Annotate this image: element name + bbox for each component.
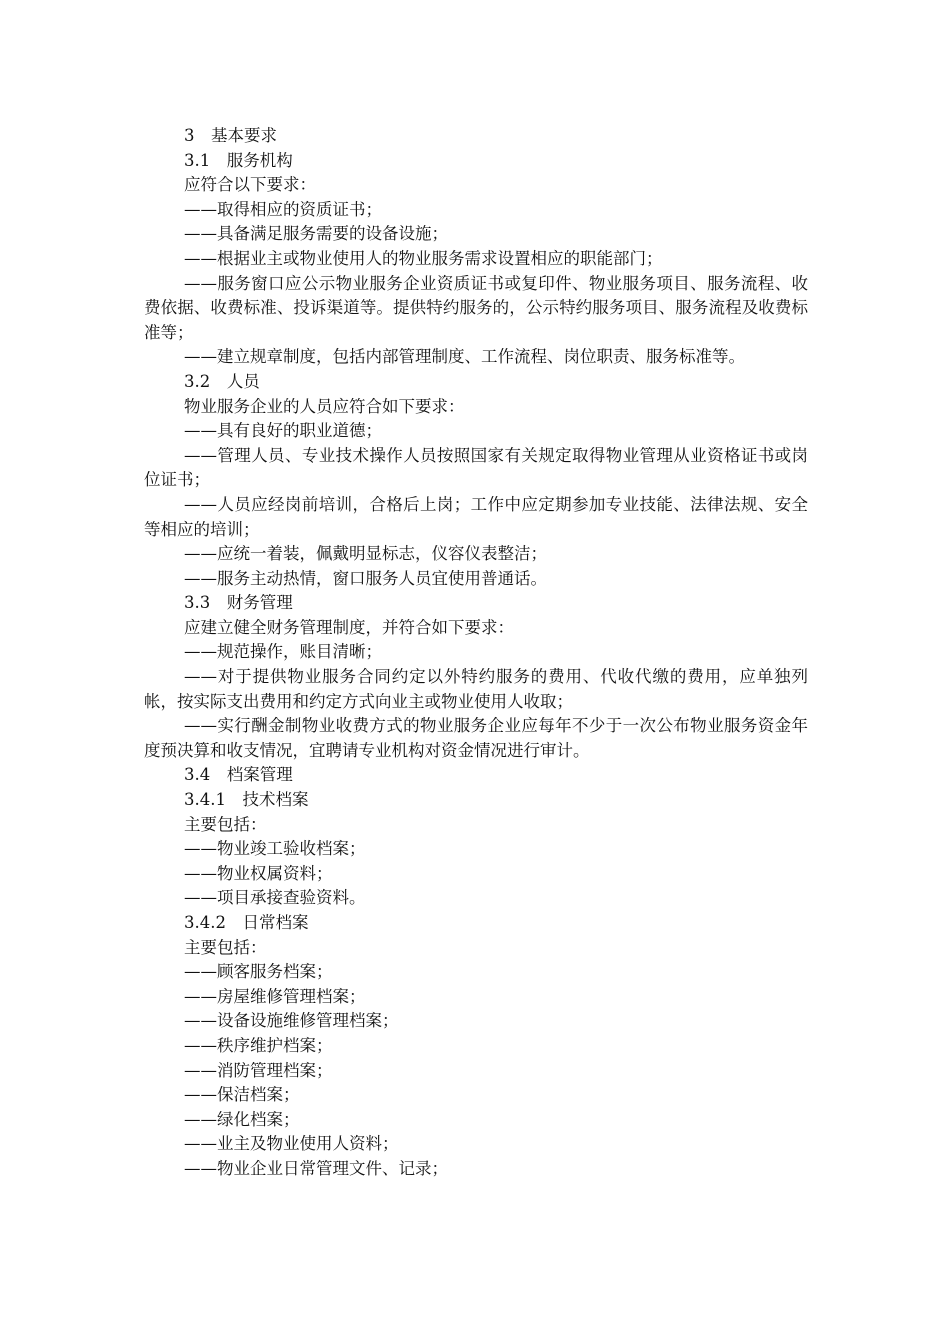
subsection-heading: 3.3 财务管理: [184, 593, 293, 613]
subsubsection-heading: 3.4.2 日常档案: [184, 913, 309, 932]
paragraph: 应建立健全财务管理制度，并符合如下要求：: [184, 617, 514, 637]
list-item: ——消防管理档案；: [184, 1060, 333, 1080]
paragraph: 物业服务企业的人员应符合如下要求：: [184, 396, 465, 416]
list-item: ——根据业主或物业使用人的物业服务需求设置相应的职能部门；: [184, 248, 663, 268]
list-item: ——顾客服务档案；: [184, 962, 333, 982]
list-item: ——物业竣工验收档案；: [184, 839, 366, 859]
list-item: ——具有良好的职业道德；: [184, 421, 382, 441]
list-item: ——管理人员、专业技术操作人员按照国家有关规定取得物业管理从业资格证书或岗位证书；: [144, 445, 808, 490]
list-item: ——实行酬金制物业收费方式的物业服务企业应每年不少于一次公布物业服务资金年度预决算和收支情况，宜聘请专业机构对资金情况进行审计。: [144, 716, 808, 760]
subsection-heading: 3.2 人员: [184, 371, 260, 391]
subsection-heading: 3.4 档案管理: [184, 765, 293, 785]
section-heading: 3 基本要求: [184, 126, 277, 145]
list-item: ——物业权属资料；: [184, 863, 333, 883]
document-body: [144, 124, 808, 1182]
list-item: ——业主及物业使用人资料；: [184, 1134, 399, 1154]
list-item: ——具备满足服务需要的设备设施；: [184, 224, 448, 244]
paragraph: 主要包括：: [184, 814, 267, 834]
list-item: ——房屋维修管理档案；: [184, 986, 366, 1006]
list-item: ——项目承接查验资料。: [184, 888, 366, 908]
list-item: ——对于提供物业服务合同约定以外特约服务的费用、代收代缴的费用，应单独列帐，按实际支出费用和约定方式向业主或物业使用人收取；: [144, 667, 808, 711]
list-item: ——取得相应的资质证书；: [184, 199, 382, 219]
list-item: ——服务窗口应公示物业服务企业资质证书或复印件、物业服务项目、服务流程、收费依据、收费标准、投诉渠道等。提供特约服务的，公示特约服务项目、服务流程及收费标准等；: [144, 273, 808, 342]
list-item: ——人员应经岗前培训，合格后上岗；工作中应定期参加专业技能、法律法规、安全等相应的培训；: [144, 494, 808, 539]
list-item: ——物业企业日常管理文件、记录；: [184, 1158, 448, 1178]
list-item: ——应统一着装，佩戴明显标志，仪容仪表整洁；: [184, 544, 547, 564]
subsubsection-heading: 3.4.1 技术档案: [184, 790, 309, 810]
list-item: ——绿化档案；: [184, 1109, 300, 1129]
list-item: ——保洁档案；: [184, 1085, 300, 1105]
paragraph: 主要包括：: [184, 937, 267, 957]
paragraph: 应符合以下要求：: [184, 175, 316, 195]
list-item: ——设备设施维修管理档案；: [184, 1011, 399, 1031]
list-item: ——秩序维护档案；: [184, 1035, 333, 1055]
list-item: ——建立规章制度，包括内部管理制度、工作流程、岗位职责、服务标准等。: [184, 347, 745, 367]
subsection-heading: 3.1 服务机构: [184, 150, 293, 170]
list-item: ——规范操作，账目清晰；: [184, 642, 382, 662]
list-item: ——服务主动热情，窗口服务人员宜使用普通话。: [184, 568, 547, 588]
